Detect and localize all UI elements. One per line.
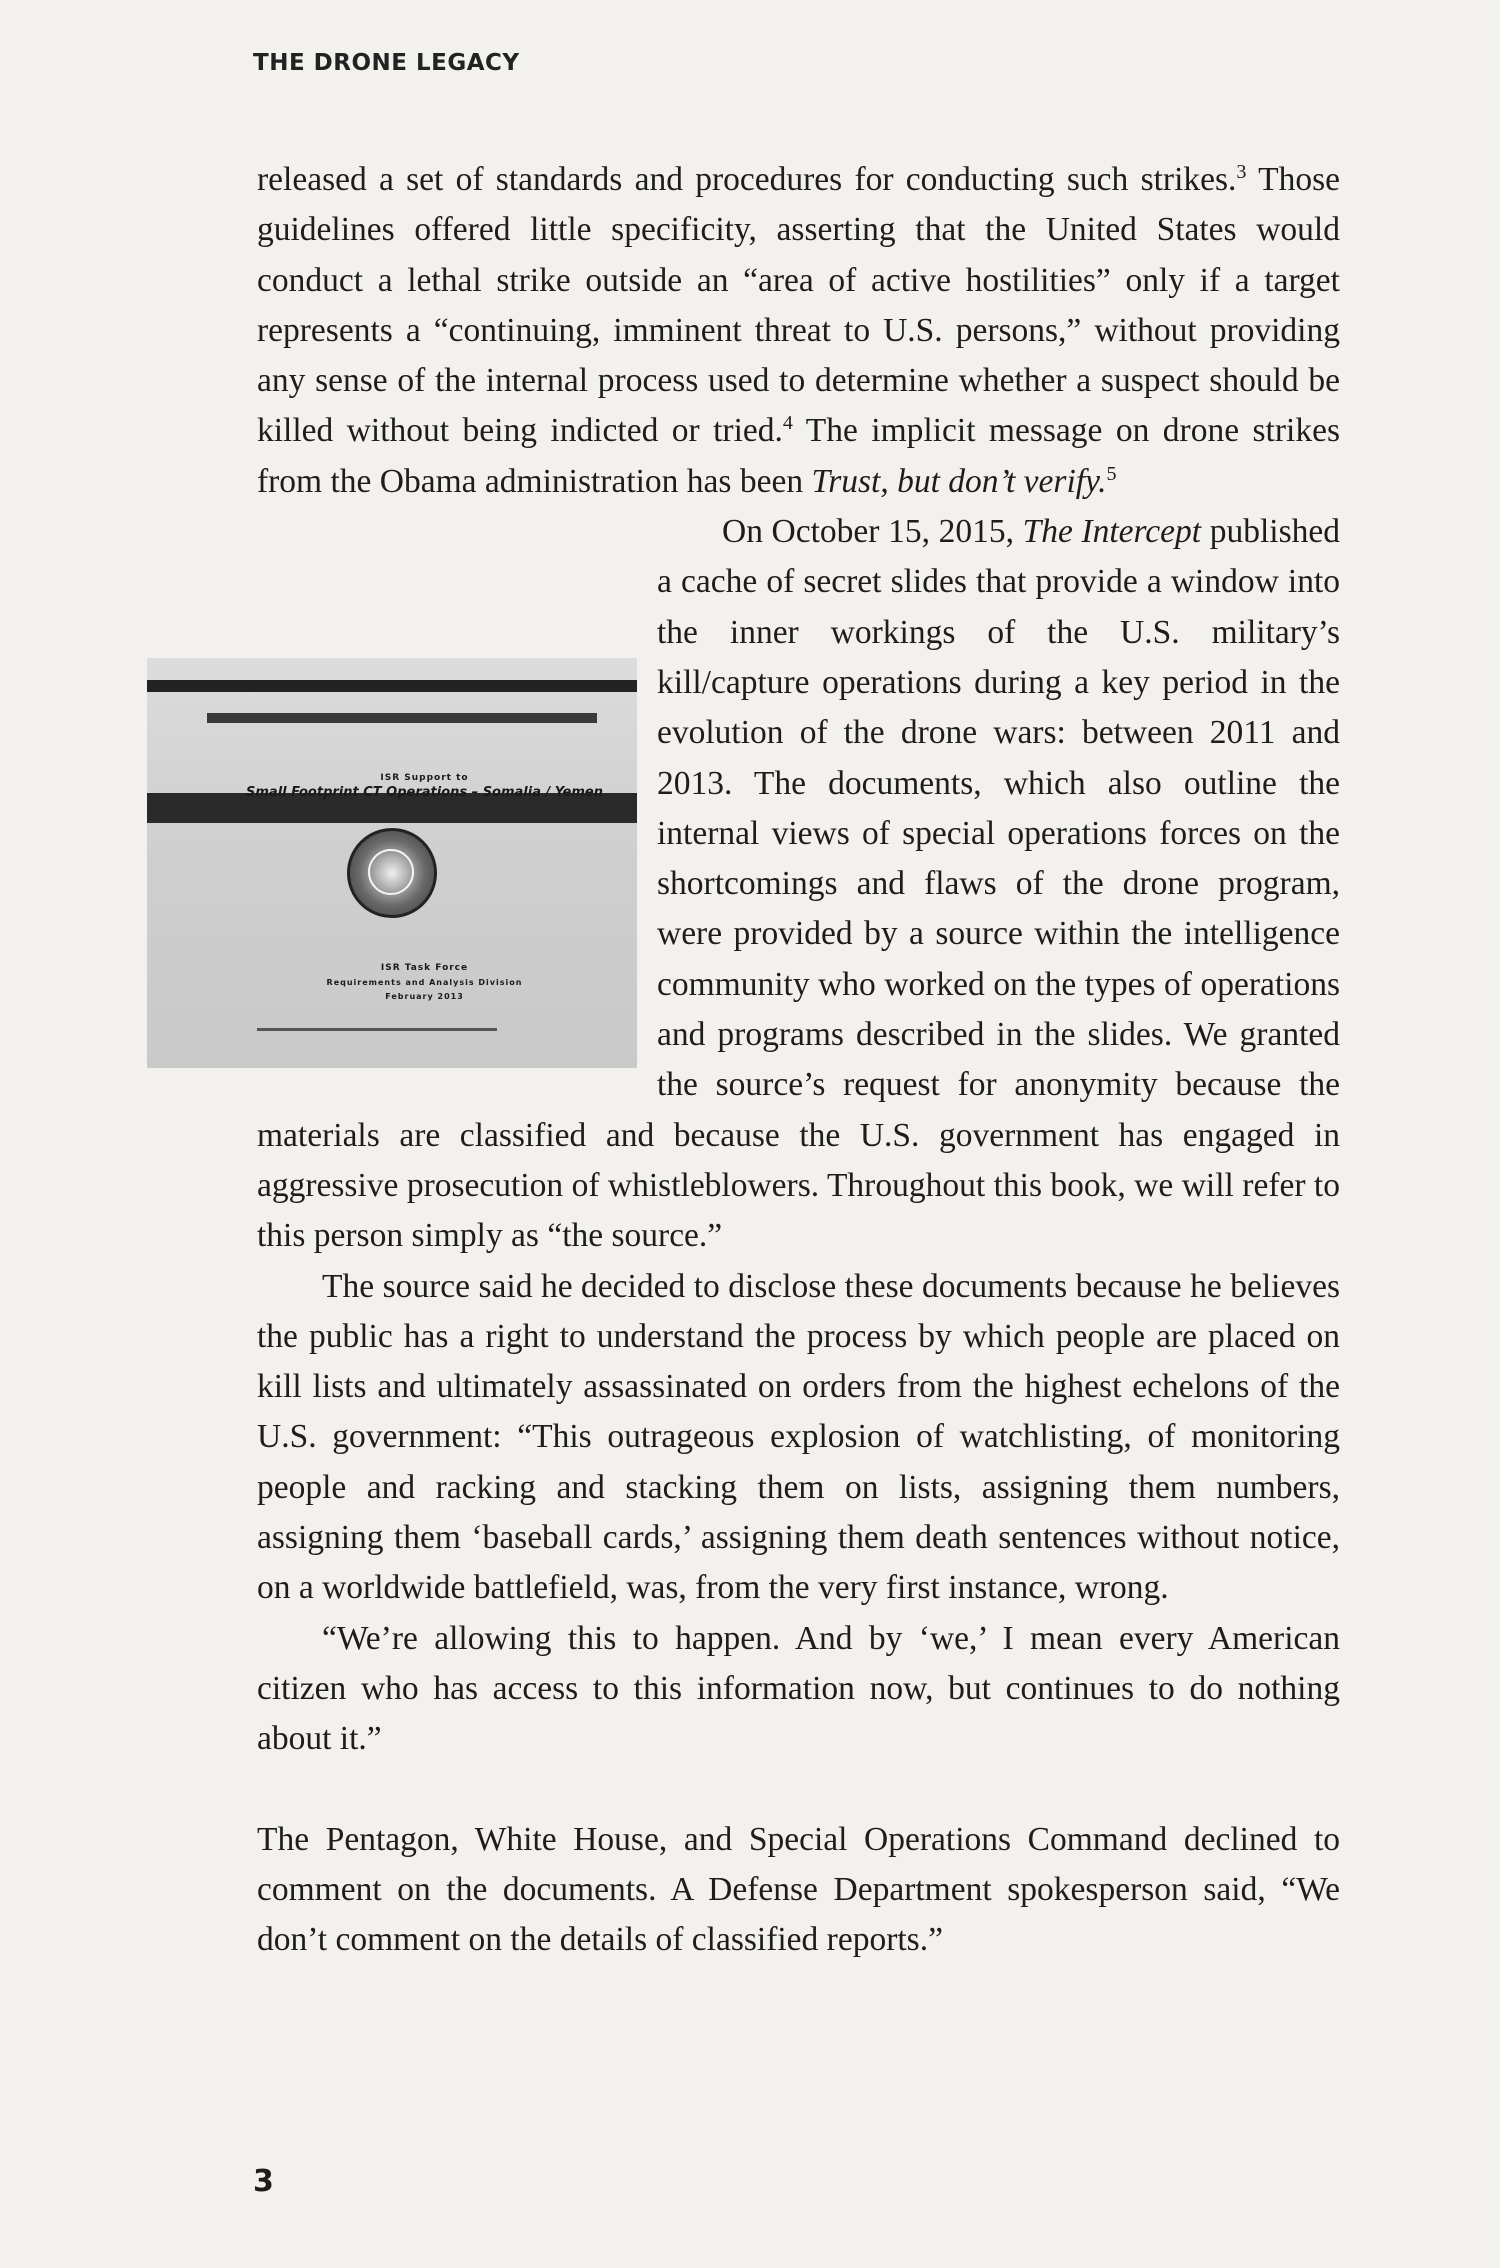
- p1-italic: Trust, but don’t verify.: [811, 462, 1107, 500]
- figure-line-4: Requirements and Analysis Division: [326, 978, 523, 988]
- p2-text-a: On October 15, 2015,: [722, 513, 1023, 551]
- paragraph-3: The source said he decided to disclose these documents because he believes the public has a right to understand the process by which people are placed on kill lists and ultimately assassinated on orders from the highest echelons of the U.S. government: “This outrageous explosion of watchlisting, of monitoring people and racking and stacking them on lists, assigning them numbers, assigning them ‘baseball cards,’ assigning them death sentences without notice, on a worldwide battlefield, was, from the very first instance, wrong.: [257, 1267, 1340, 1607]
- photo-edge-band: [147, 680, 637, 692]
- photo-footer-line: [257, 1028, 497, 1031]
- publication-title: The Intercept: [1022, 513, 1202, 551]
- p1-text-c: The implicit message on drone strikes from the Obama administration has been: [257, 412, 1340, 500]
- p1-text-b: Those guidelines offered little specificity, asserting that the United States would conduct a lethal strike outside an “area of active hostilities” only if a target represents a “continuing, imminent threat to U.S. persons,” without providing any sense of the internal process used to determine whether a suspect should be killed without being indicted or tried.: [257, 161, 1340, 450]
- paragraph-2: [246, 507, 1340, 1261]
- military-seal-icon: [347, 828, 437, 918]
- section-break: [257, 1765, 1340, 1815]
- figure-title: Small Footprint CT Operations – Somalia / Yemen: [246, 785, 603, 801]
- document-photo: [147, 658, 637, 1068]
- body-text: [246, 155, 1340, 1965]
- paragraph-5: The Pentagon, White House, and Special Operations Command declined to comment on the documents. A Defense Department spokesperson said, “We don’t comment on the details of classified reports.”: [257, 1820, 1340, 1959]
- footnote-ref-4: 4: [782, 412, 793, 435]
- page-number: 3: [253, 2164, 274, 2199]
- p2-text-b: published a cache of secret slides that provide a window into the inner workings of the U.S. military’s kill/capture operations during a key period in the evolution of the drone wars: between 2011 and 2013. The documents, which also outline the internal views of special operations forces on the shortcomings and flaws of the drone program, were provided by a source within the intelligence community who worked on the types of operations and programs described in the slides. We granted the source’s request for anonymity because the materials are classified and because the U.S. government has engaged in aggressive prosecution of whistleblowers. Throughout this book, we will refer to this person simply as “the source.”: [257, 513, 1340, 1255]
- paragraph-1: [257, 155, 1340, 507]
- p1-text-a: released a set of standards and procedures for conducting such strikes.: [257, 161, 1237, 198]
- figure-line-1: ISR Support to: [380, 773, 469, 784]
- figure-line-5: February 2013: [385, 992, 464, 1002]
- paragraph-4: “We’re allowing this to happen. And by ‘we,’ I mean every American citizen who has access to this information now, but continues to do nothing about it.”: [257, 1619, 1340, 1758]
- footnote-ref-3: 3: [1236, 160, 1247, 183]
- footnote-ref-5: 5: [1106, 462, 1117, 485]
- photo-edge-band: [207, 713, 597, 723]
- running-head: THE DRONE LEGACY: [253, 50, 520, 76]
- figure-line-3: ISR Task Force: [380, 963, 469, 974]
